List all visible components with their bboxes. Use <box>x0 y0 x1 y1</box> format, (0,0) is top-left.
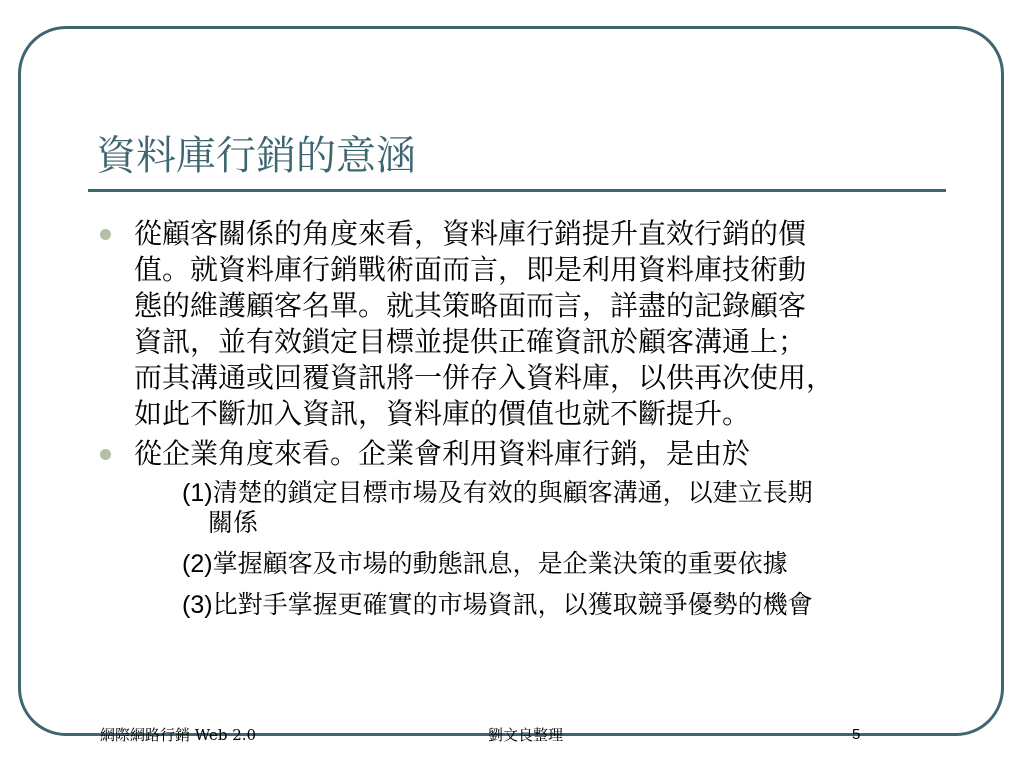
slide-title: 資料庫行銷的意涵 <box>96 133 416 179</box>
bullet-line: 值。就資料庫行銷戰術面而言，即是利用資料庫技術動 <box>134 253 807 286</box>
sub-item-text: 比對手掌握更確實的市場資訊，以獲取競爭優勢的機會 <box>212 590 813 619</box>
sub-item-text: 清楚的鎖定目標市場及有效的與顧客溝通，以建立長期 <box>212 478 813 507</box>
footer-course-title: 網際網路行銷 Web 2.0 <box>100 726 257 744</box>
sub-item <box>182 549 980 579</box>
sub-item-number: (1) <box>182 479 213 507</box>
bullet-line: 態的維護顧客名單。就其策略面而言，詳盡的記錄顧客 <box>134 289 807 322</box>
sub-item <box>182 478 980 538</box>
footer-author: 劉文良整理 <box>488 726 564 744</box>
bullet-line: 從顧客關係的角度來看，資料庫行銷提升直效行銷的價 <box>134 217 807 250</box>
bullet-dot-icon <box>100 449 111 460</box>
bullet-line: 從企業角度來看。企業會利用資料庫行銷，是由於 <box>134 437 751 470</box>
footer-page-number: 5 <box>852 726 861 743</box>
bullet-line: 資訊，並有效鎖定目標並提供正確資訊於顧客溝通上； <box>134 325 807 358</box>
sub-item-text: 掌握顧客及市場的動態訊息，是企業決策的重要依據 <box>212 549 788 578</box>
bullet-line: 而其溝通或回覆資訊將一併存入資料庫，以供再次使用， <box>134 361 835 394</box>
sub-item-continuation: 關係 <box>208 508 259 537</box>
slide-body <box>100 216 980 620</box>
bullet-item <box>100 436 980 620</box>
sub-item <box>182 590 980 620</box>
bullet-dot-icon <box>100 229 111 240</box>
sub-list <box>134 478 980 620</box>
sub-item-number: (3) <box>182 591 213 619</box>
bullet-line: 如此不斷加入資訊，資料庫的價值也就不斷提升。 <box>134 397 751 430</box>
bullet-item <box>100 216 980 432</box>
title-underline <box>88 189 946 192</box>
sub-item-number: (2) <box>182 550 213 578</box>
